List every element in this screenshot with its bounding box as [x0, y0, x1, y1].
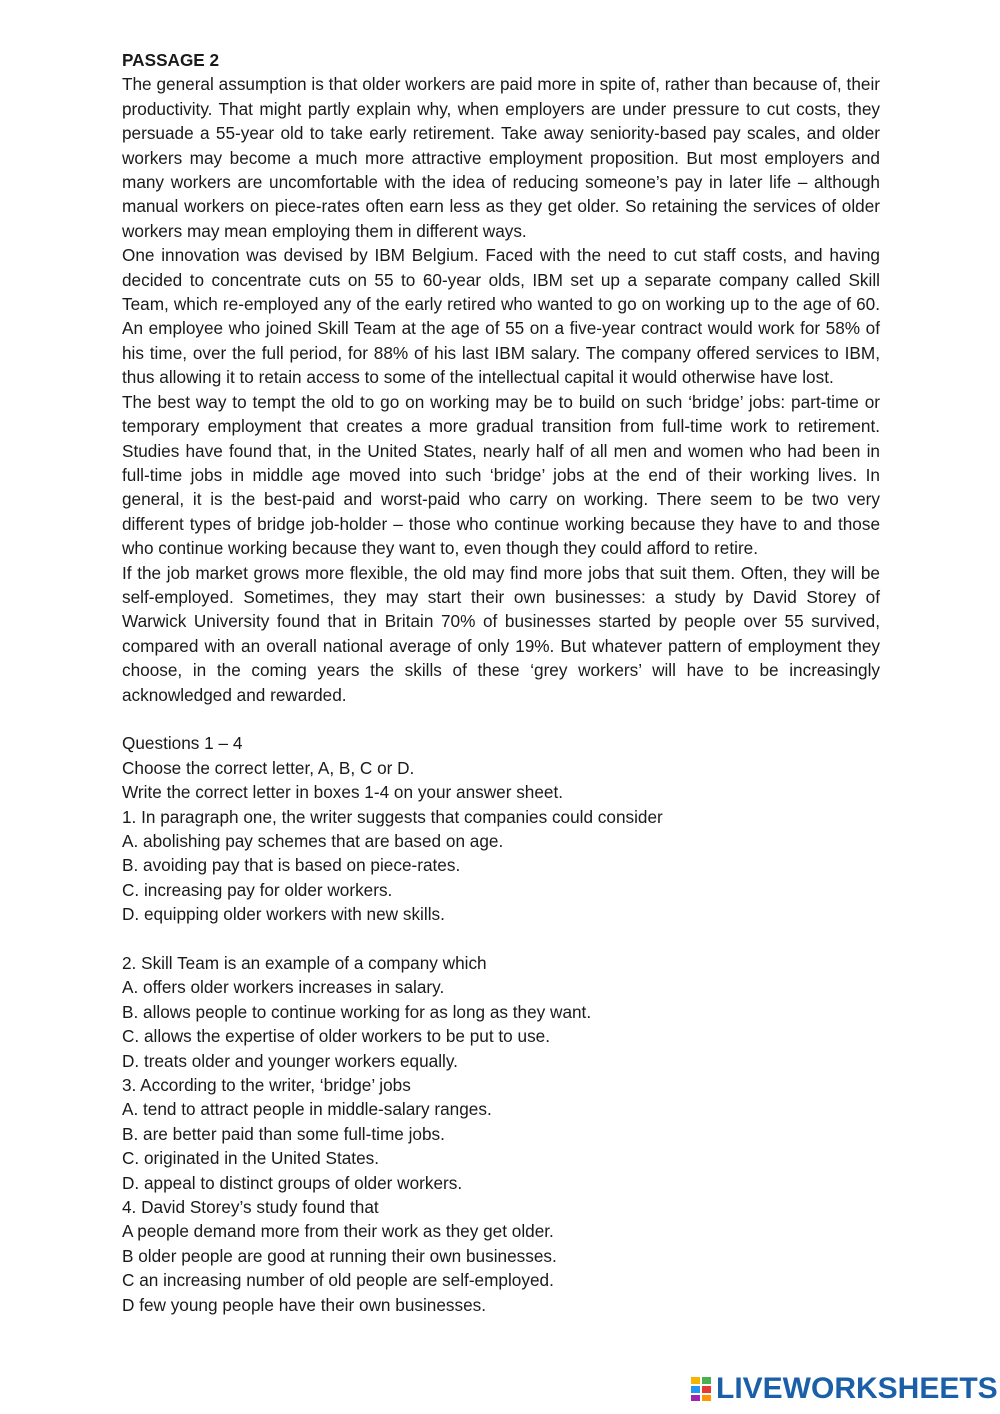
question-1 [122, 805, 880, 927]
question-option: C. allows the expertise of older workers to be put to use. [122, 1026, 550, 1047]
liveworksheets-logo-icon [690, 1376, 712, 1402]
passage-paragraph-1: The general assumption is that older workers are paid more in spite of, rather than because of, their productivity. That might partly explain why, when employers are under pressure to cut costs, they persuade a 55-year old to take early retirement. Take away seniority-based pay scales, and older workers may become a much more attractive employment proposition. But most employers and many workers are uncomfortable with the idea of reducing someone’s pay in later life – although manual workers on piece-rates often earn less as they get older. So retaining the services of older workers may mean employing them in different ways. [122, 74, 880, 241]
question-stem: 3. According to the writer, ‘bridge’ jobs [122, 1075, 411, 1096]
questions-title: Questions 1 – 4 [122, 733, 243, 754]
question-4 [122, 1195, 880, 1317]
passage-paragraph-2: One innovation was devised by IBM Belgium. Faced with the need to cut staff costs, and having decided to concentrate cuts on 55 to 60-year olds, IBM set up a separate company called Skill Team, which re-employed any of the early retired who wanted to go on working up to the age of 60. An employee who joined Skill Team at the age of 55 on a five-year contract would work for 58% of his time, over the full period, for 88% of his last IBM salary. The company offered services to IBM, thus allowing it to retain access to some of the intellectual capital it would otherwise have lost. [122, 245, 880, 388]
questions-instruction-1: Choose the correct letter, A, B, C or D. [122, 757, 415, 778]
question-option: C. originated in the United States. [122, 1148, 380, 1169]
question-option: D few young people have their own businesses. [122, 1294, 487, 1315]
question-option: A. offers older workers increases in salary. [122, 977, 445, 998]
question-stem: 2. Skill Team is an example of a company which [122, 953, 487, 973]
liveworksheets-logo [690, 1374, 998, 1404]
section-gap [122, 707, 880, 731]
question-option: C. increasing pay for older workers. [122, 879, 393, 900]
question-2 [122, 951, 880, 1073]
question-option: C an increasing number of old people are self-employed. [122, 1270, 554, 1291]
questions-section [122, 731, 880, 1317]
question-option: B. are better paid than some full-time jobs. [122, 1123, 445, 1144]
liveworksheets-logo-text: LIVEWORKSHEETS [716, 1372, 998, 1405]
passage-title: PASSAGE 2 [122, 50, 220, 70]
passage-paragraph-4: If the job market grows more flexible, the old may find more jobs that suit them. Often, they will be self-employed. Sometimes, they may start their own businesses: a study by David Storey of Warwick University found that in Britain 70% of businesses started by people over 55 survived, compared with an overall national average of only 19%. But whatever pattern of employment they choose, in the coming years the skills of these ‘grey workers’ will have to be increasingly acknowledged and rewarded. [122, 562, 880, 705]
question-stem: 1. In paragraph one, the writer suggests that companies could consider [122, 806, 663, 827]
question-3 [122, 1073, 880, 1195]
question-option: A. abolishing pay schemes that are based on age. [122, 830, 504, 851]
question-option: D. treats older and younger workers equally. [122, 1050, 458, 1071]
question-option: D. appeal to distinct groups of older workers. [122, 1172, 463, 1193]
question-option: B older people are good at running their own businesses. [122, 1245, 557, 1266]
question-stem: 4. David Storey’s study found that [122, 1197, 379, 1218]
question-gap [122, 927, 880, 951]
questions-instruction-2: Write the correct letter in boxes 1-4 on your answer sheet. [122, 782, 564, 803]
worksheet-page [122, 48, 880, 1317]
question-option: B. avoiding pay that is based on piece-rates. [122, 855, 461, 876]
question-option: B. allows people to continue working for as long as they want. [122, 1001, 592, 1022]
question-option: A people demand more from their work as they get older. [122, 1221, 554, 1242]
question-option: A. tend to attract people in middle-salary ranges. [122, 1099, 492, 1120]
question-option: D. equipping older workers with new skills. [122, 904, 445, 925]
passage-paragraph-3: The best way to tempt the old to go on working may be to build on such ‘bridge’ jobs: part-time or temporary employment that creates a more gradual transition from full-time work to retirement. Studies have found that, in the United States, nearly half of all men and women who had been in full-time jobs in middle age moved into such ‘bridge’ jobs at the end of their working lives. In general, it is the best-paid and worst-paid who carry on working. There seem to be two very different types of bridge job-holder – those who continue working because they have to and those who continue working because they want to, even though they could afford to retire. [122, 391, 880, 559]
